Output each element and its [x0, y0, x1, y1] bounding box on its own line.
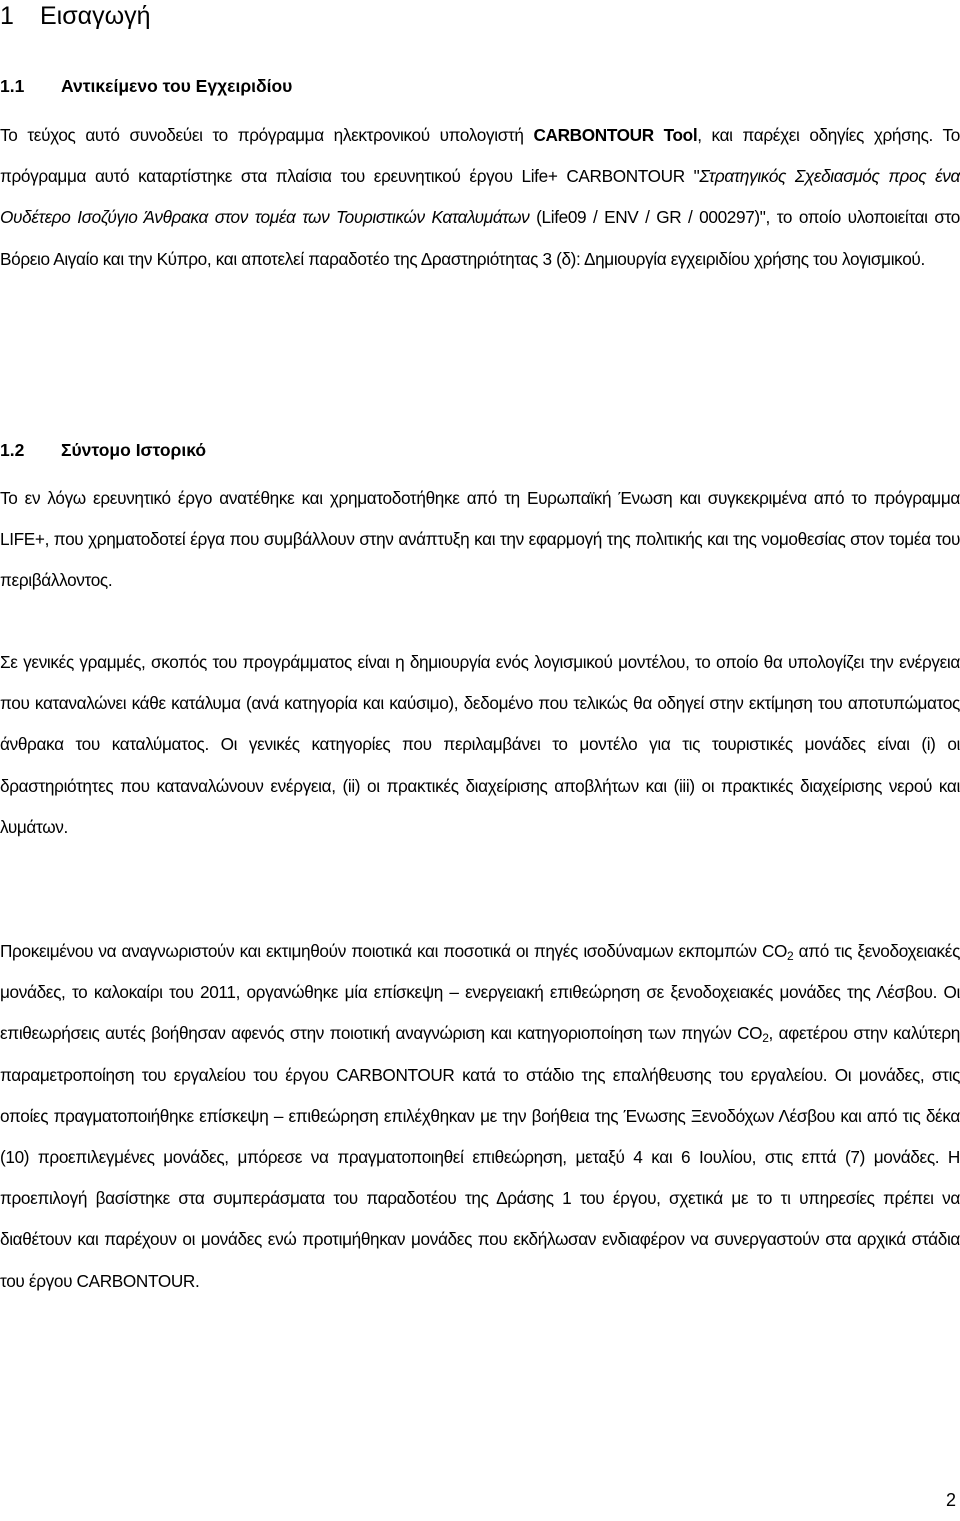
chapter-title: Εισαγωγή: [40, 2, 151, 30]
paragraph-manual-purpose: [0, 115, 960, 280]
text-run: , αφετέρου στην καλύτερη παραμετροποίηση του εργαλείου του έργου CARBONTOUR κατά το στάδιο της επαλήθευσης του εργαλείου. Οι μονάδες, στις οποίες πραγματοποιήθηκε επίσκεψη – επιθεώρηση επιλέχθηκαν με την βοήθεια της Ένωσης Ξενοδόχων Λέσβου και από τις δέκα (10) προεπιλεγμένες μονάδες, μπόρεσε να πραγματοποιηθεί επιθεώρηση, μεταξύ 4 και 6 Ιουλίου, στις επτά (7) μονάδες. Η προεπιλογή βασίστηκε στα συμπεράσματα του παραδοτέου της Δράσης 1 του έργου, σχετικά με το τι υπηρεσίες πρέπει να διαθέτουν και παρέχουν οι μονάδες ενώ προτιμήθηκαν μονάδες που εκδήλωσαν ενδιαφέρον να συνεργαστούν στα αρχικά στάδια του έργου CARBONTOUR.: [0, 1023, 960, 1291]
section-number: 1.1: [0, 76, 25, 96]
subscript: 2: [762, 1031, 769, 1046]
chapter-number: 1: [0, 2, 14, 30]
section-title: Αντικείμενο του Εγχειριδίου: [61, 76, 293, 96]
subscript: 2: [787, 949, 794, 963]
paragraph-inspections: [0, 931, 960, 1302]
section-number: 1.2: [0, 440, 25, 460]
tool-name: CARBONTOUR Tool: [533, 125, 698, 145]
text-run: από τις ξενοδοχειακές μονάδες, το καλοκαίρι του 2011, οργανώθηκε μία επίσκεψη – ενεργειακή επιθεώρηση σε ξενοδοχειακές μονάδες της Λέσβου. Οι επιθεωρήσεις αυτές βοήθησαν αφενός στην ποιοτική αναγνώριση και κατηγοριοποίηση των πηγών CO: [0, 941, 960, 1044]
text-run: (Life09 / ENV / GR / 000297)", το οποίο υλοποιείται στο Βόρειο Αιγαίο και την Κύπρο, και αποτελεί παραδοτέο της Δραστηριότητας 3 (δ): Δημιουργία εγχειριδίου χρήσης του λογισμικού.: [0, 207, 960, 269]
text-run: , και παρέχει οδηγίες χρήσης. Το πρόγραμμα αυτό καταρτίστηκε στα πλαίσια του ερευνητικού έργου Life+ CARBONTOUR ": [0, 125, 960, 187]
paragraph-history: Το εν λόγω ερευνητικό έργο ανατέθηκε και χρηματοδοτήθηκε από τη Ευρωπαϊκή Ένωση και συγκεκριμένα από το πρόγραμμα LIFE+, που χρηματοδοτεί έργα που συμβάλλουν στην ανάπτυξη και την εφαρμογή της πολιτικής και της νομοθεσίας στον τομέα του περιβάλλοντος.: [0, 488, 960, 591]
paragraph-program-goal: Σε γενικές γραμμές, σκοπός του προγράμματος είναι η δημιουργία ενός λογισμικού μοντέλου, το οποίο θα υπολογίζει την ενέργεια που καταναλώνει κάθε κατάλυμα (ανά κατηγορία και καύσιμο), δεδομένο που τελικώς θα οδηγεί στην εκτίμηση του αποτυπώματος άνθρακα του καταλύματος. Οι γενικές κατηγορίες που περιλαμβάνει το μοντέλο για τις τουριστικές μονάδες είναι (i) οι δραστηριότητες που καταναλώνουν ενέργεια, (ii) οι πρακτικές διαχείρισης αποβλήτων και (iii) οι πρακτικές διαχείρισης νερού και λυμάτων.: [0, 652, 960, 837]
section-title: Σύντομο Ιστορικό: [61, 440, 207, 460]
text-run: Το τεύχος αυτό συνοδεύει το πρόγραμμα ηλεκτρονικού υπολογιστή: [0, 125, 534, 145]
project-title: Στρατηγικός Σχεδιασμός προς ένα Ουδέτερο Ισοζύγιο Άνθρακα στον τομέα των Τουριστικών Καταλυμάτων: [0, 166, 960, 228]
section-heading-1-2: [0, 438, 206, 462]
page-number: 2: [945, 1490, 956, 1510]
section-heading-1-1: [0, 74, 292, 98]
chapter-heading: [0, 0, 151, 32]
text-run: Προκειμένου να αναγνωριστούν και εκτιμηθούν ποιοτικά και ποσοτικά οι πηγές ισοδύναμων εκπομπών CO: [0, 941, 788, 961]
